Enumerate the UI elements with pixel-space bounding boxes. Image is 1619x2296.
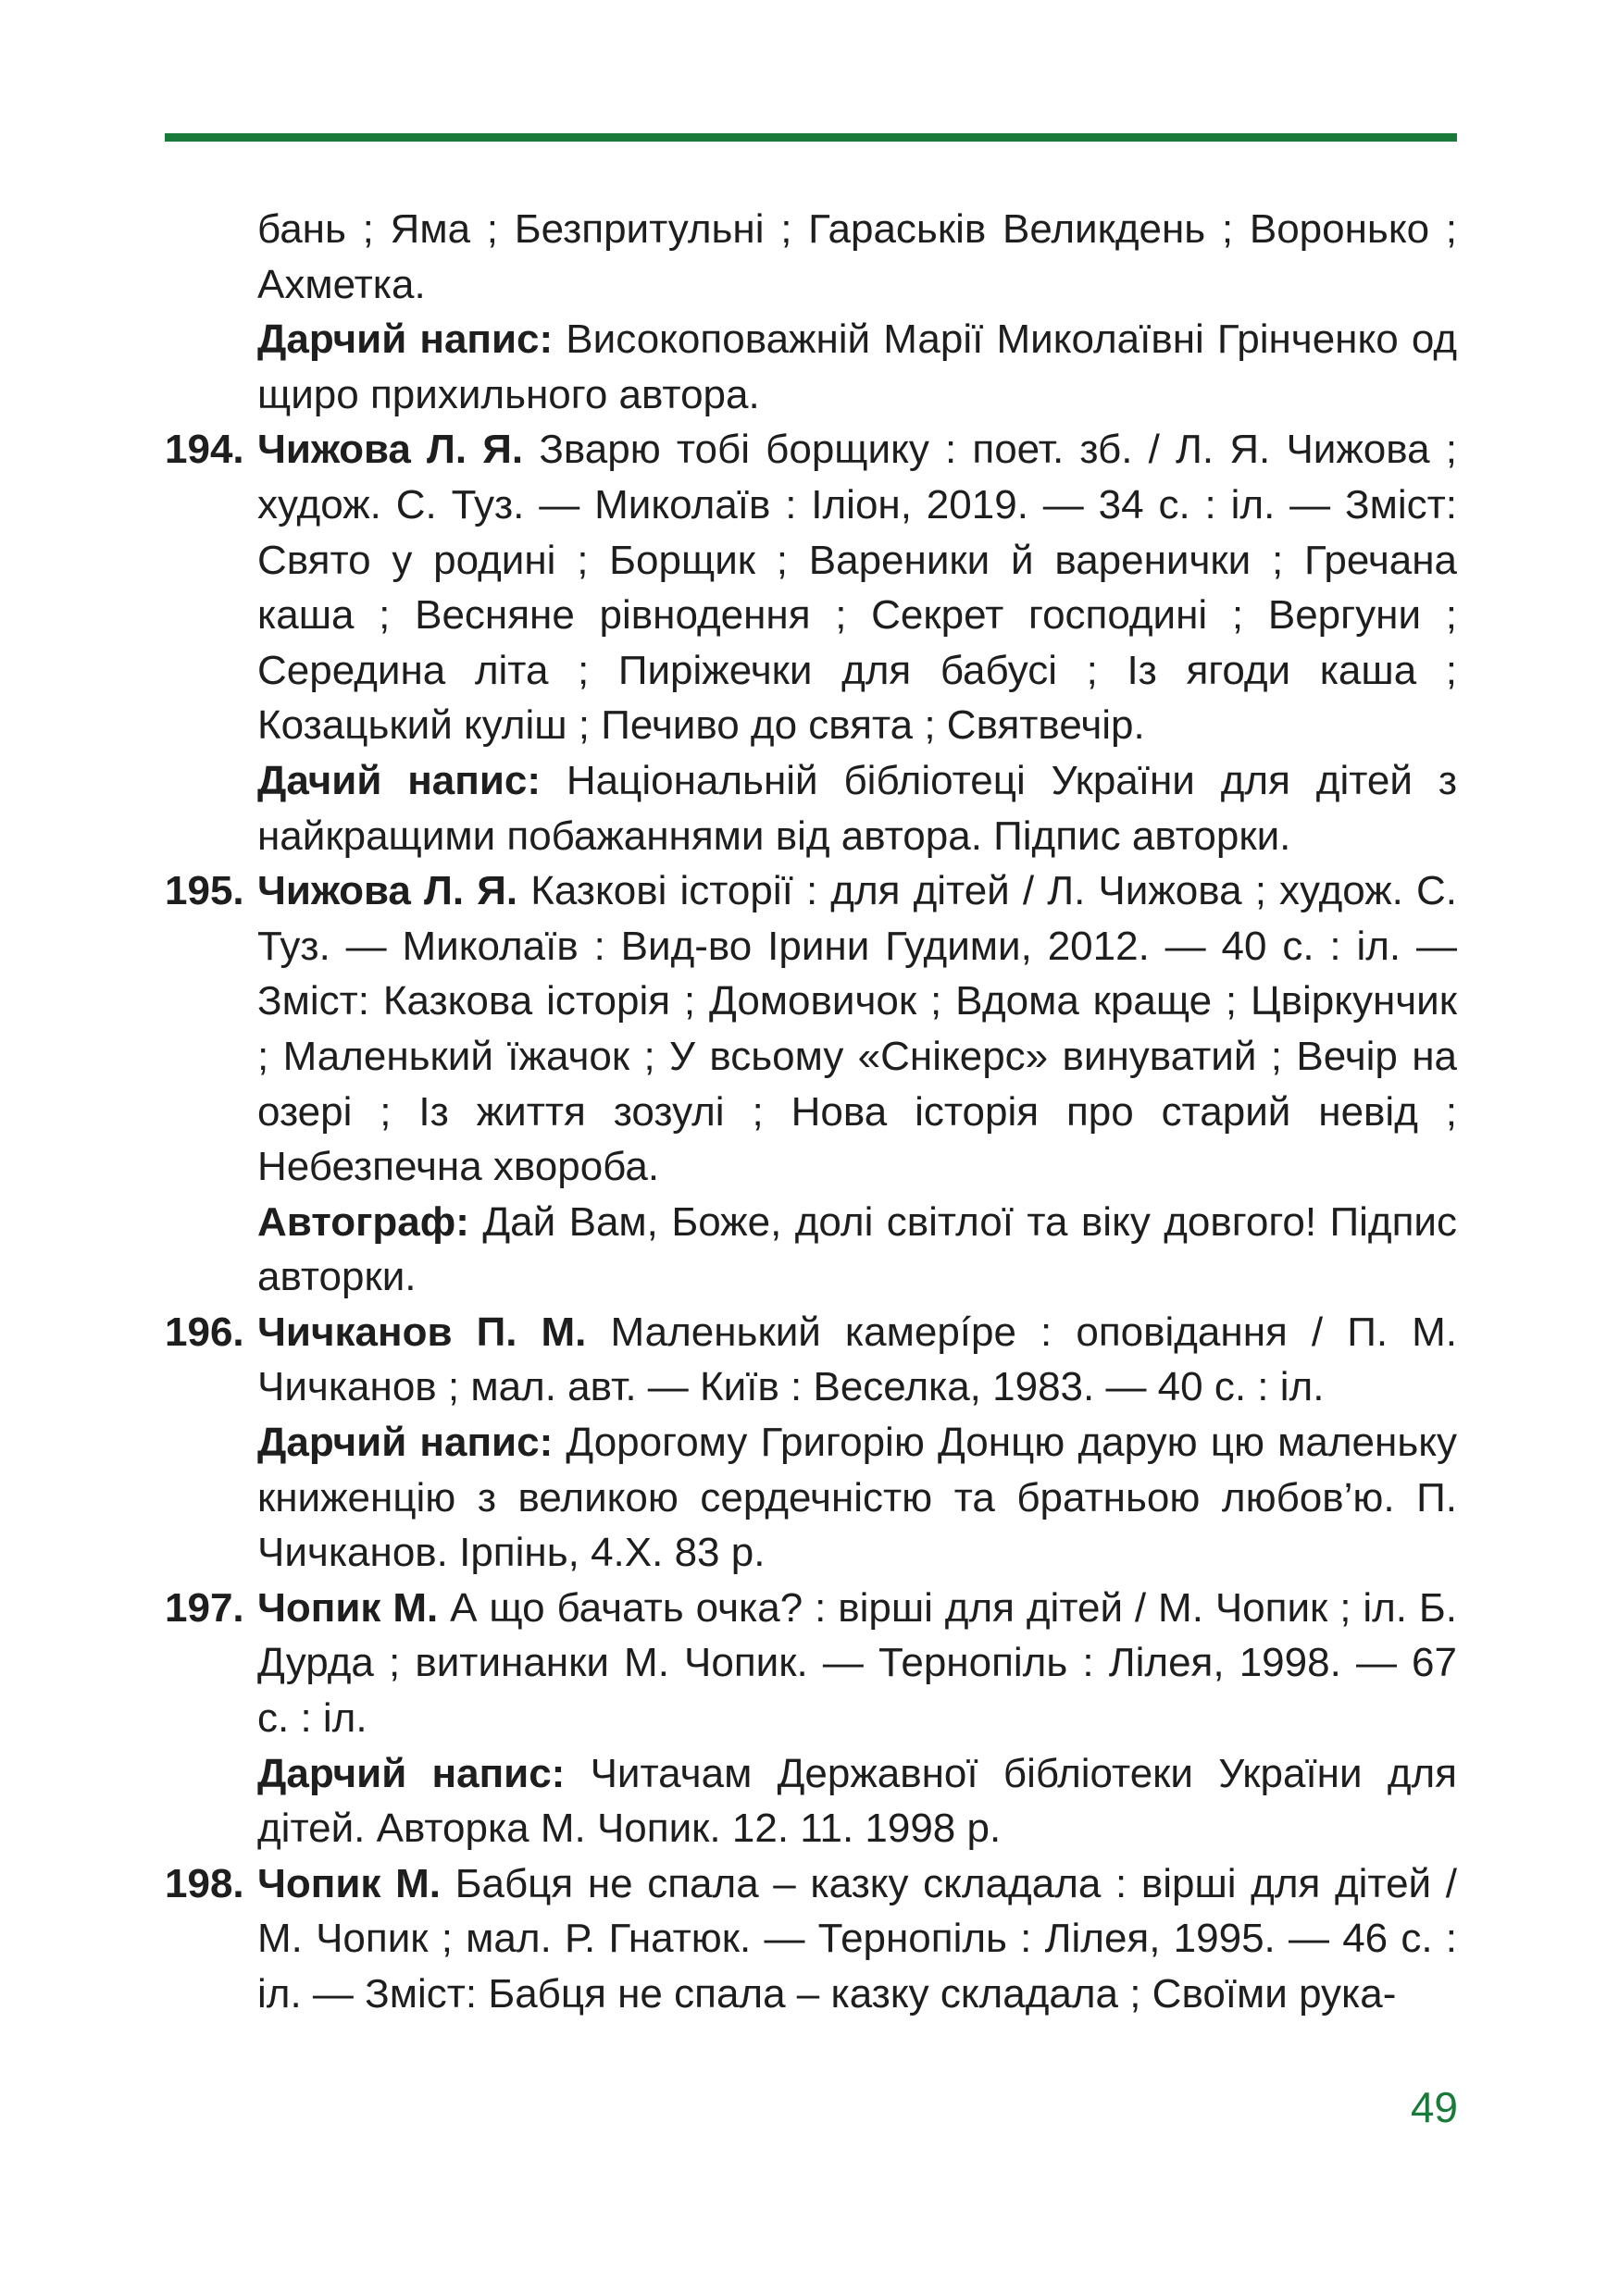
entry-text: Казкові історії : для дітей / Л. Чижова ; худож. С. Туз. — Миколаїв : Вид-во Ірини Гудими, 2012. — 40 с. : іл. — Зміст: Казкова історія ; Домовичок ; Вдома краще ; Цвіркунчик ; Маленький їжачок ; У всьому «Снікерс» винуватий ; Вечір на озері ; Із життя зозулі ; Нова історія про старий невід ; Небезпечна хвороба. [257, 868, 1458, 1190]
entry-note [257, 753, 1457, 863]
entry-197 [165, 1581, 1457, 1856]
entry-description [257, 1581, 1457, 1746]
entry-description [257, 863, 1457, 1195]
entry-number: 195. [165, 868, 244, 914]
continued-entry-text: бань ; Яма ; Безпритульні ; Гараськів Великдень ; Воронько ; Ахметка. [257, 206, 1457, 307]
note-label: Дарчий напис: [257, 1750, 566, 1796]
entry-description [257, 1305, 1457, 1415]
entry-number: 196. [165, 1309, 244, 1355]
note-text: Дорогому Григорію Донцю дарую цю маленьку книженцію з великою сердечністю та братньою любов’ю. П. Чичканов. Ірпінь, 4.Х. 83 р. [257, 1420, 1457, 1576]
note-text: Національній бібліотеці України для дітей з найкращими побажаннями від автора. Підпис авторки. [257, 757, 1457, 859]
note-label: Дарчий напис: [257, 1420, 554, 1466]
entry-number: 198. [165, 1860, 244, 1906]
header-rule [165, 133, 1457, 142]
continued-entry-note [257, 312, 1457, 422]
entry-196 [165, 1305, 1457, 1581]
note-text: Читачам Державної бібліотеки України для дітей. Авторка М. Чопик. 12. 11. 1998 р. [257, 1750, 1458, 1852]
entry-number: 197. [165, 1584, 244, 1631]
page-number: 49 [1410, 2083, 1458, 2131]
entry-note [257, 1746, 1457, 1856]
entry-number: 194. [165, 427, 244, 473]
note-text: Високоповажній Марії Миколаївні Грінченко од щиро прихильного автора. [257, 316, 1457, 417]
note-label: Автограф: [257, 1198, 469, 1245]
entry-author: Чичканов П. М. [257, 1309, 587, 1355]
entry-description [257, 422, 1457, 753]
entry-author: Чопик М. [257, 1584, 439, 1631]
note-label: Дарчий напис: [257, 316, 554, 363]
entry-description [257, 1856, 1457, 2022]
entry-198 [165, 1856, 1457, 2022]
entry-author: Чопик М. [257, 1860, 441, 1906]
entry-author: Чижова Л. Я. [257, 868, 518, 914]
entry-194 [165, 422, 1457, 863]
entry-text: Бабця не спала – казку складала : вірші для дітей / М. Чопик ; мал. Р. Гнатюк. — Тернопіль : Лілея, 1995. — 46 с. : іл. — Зміст: Бабця не спала – казку складала ; Своїми рука- [257, 1860, 1457, 2017]
entry-note [257, 1415, 1457, 1581]
entry-text: Маленький камерíре : оповідання / П. М. Чичканов ; мал. авт. — Київ : Веселка, 1983. — 40 с. : іл. [257, 1309, 1458, 1410]
entry-text: Зварю тобі борщику : поет. зб. / Л. Я. Чижова ; худож. С. Туз. — Миколаїв : Іліон, 2019. — 34 с. : іл. — Зміст: Свято у родині ; Борщик ; Вареники й варенички ; Гречана каша ; Весняне рівнодення ; Секрет господині ; Вергуни ; Середина літа ; Пиріжечки для бабусі ; Із ягоди каша ; Козацький куліш ; Печиво до свята ; Святвечір. [257, 427, 1457, 749]
note-text: Дай Вам, Боже, долі світлої та віку довгого! Підпис авторки. [257, 1198, 1457, 1300]
entry-text: А що бачать очка? : вірші для дітей / М. Чопик ; іл. Б. Дурда ; витинанки М. Чопик. — Тернопіль : Лілея, 1998. — 67 с. : іл. [257, 1584, 1457, 1742]
continued-entry [165, 202, 1457, 422]
entry-195 [165, 863, 1457, 1305]
entry-note [257, 1195, 1457, 1305]
entry-author: Чижова Л. Я. [257, 427, 524, 473]
note-label: Дачий напис: [257, 757, 542, 803]
bibliography-list [165, 202, 1457, 2022]
